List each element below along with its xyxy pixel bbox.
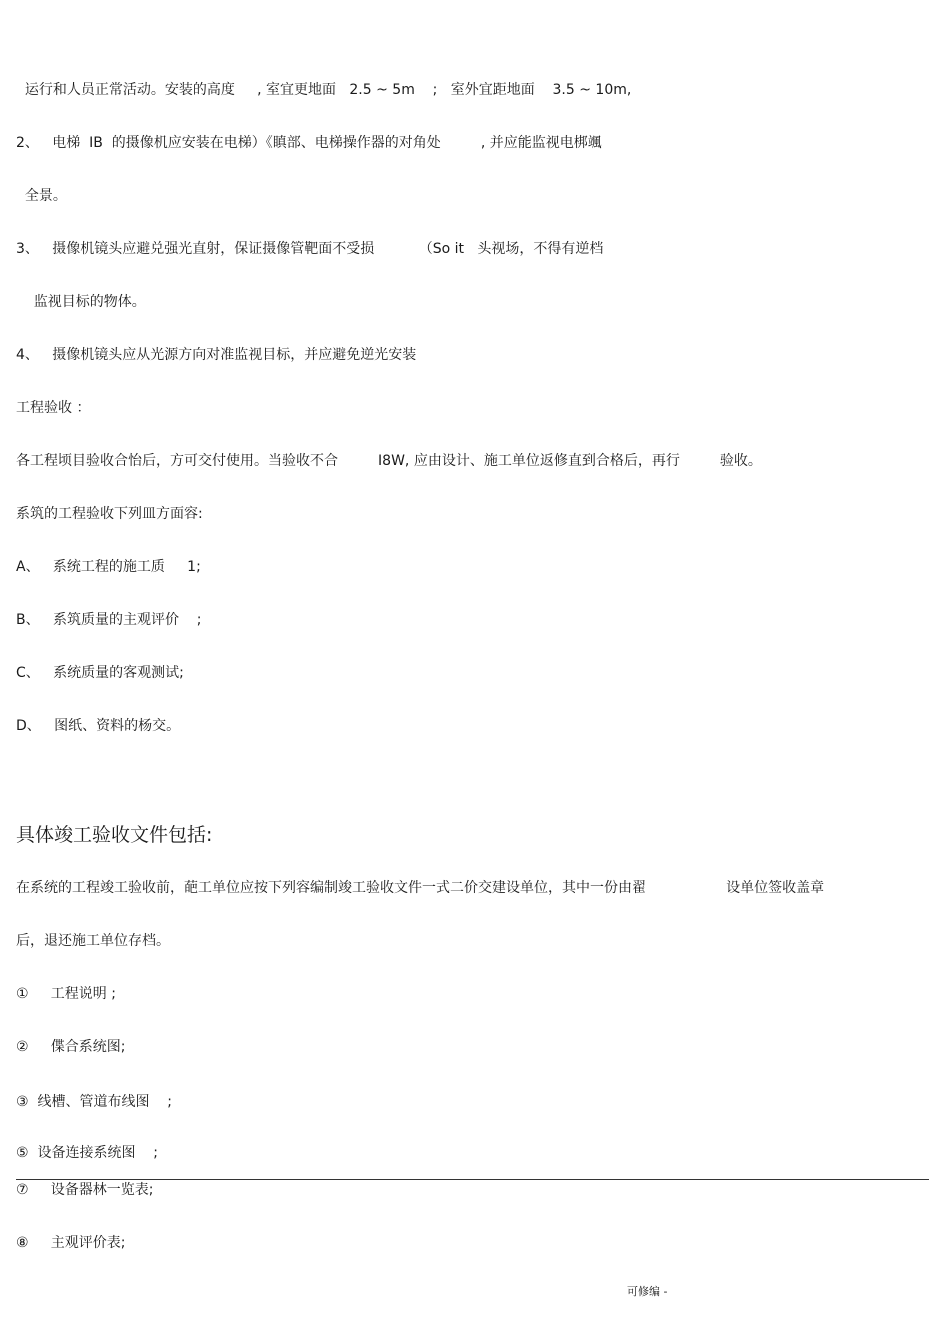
list-item: ⑧ 主观评价表; [16, 1235, 126, 1251]
text-line: 2、 电梯 IB 的摄像机应安装在电梯）《瞋部、电梯操作器的对角处 , 并应能监视电梆颯 [16, 135, 602, 151]
text-line: 全景。 [16, 188, 67, 204]
list-item: B、 系筑质量的主观评价 ; [16, 612, 202, 628]
horizontal-rule [16, 1179, 929, 1180]
section-title: 工程验收 ： [16, 400, 91, 416]
list-item: ⑦ 设备器林一览表; [16, 1182, 154, 1198]
list-item: ① 工程说明 ; [16, 986, 116, 1002]
list-item: ② 偞合系统图; [16, 1039, 126, 1055]
text-line: 各工程顷目验收合怡后，方可交付使用。当验收不合 I8W, 应由设计、施工单位返修直到合格后，再行 验收。 [16, 453, 762, 469]
list-item: C、 系统质量的客观测试; [16, 665, 184, 681]
list-item: A、 系统工程的施工质 1; [16, 559, 201, 575]
text-line: 监视目标的物体。 [16, 294, 146, 310]
section-heading: 具体竣工验收文件包括: [16, 824, 213, 846]
list-item: D、 图纸、资料的杨交。 [16, 718, 181, 734]
list-item: ⑤ 设备连接系统图 ; [16, 1145, 158, 1161]
text-line: 在系统的工程竣工验收前，葩工单位应按下列容编制竣工验收文件一式二价交建设单位，其中一份由翟 设单位签收盖章 [16, 880, 825, 896]
list-item: ③ 线槽、管道布线图 ; [16, 1094, 172, 1110]
text-line: 后，退还施工单位存档。 [16, 933, 170, 949]
page-footer: 可修编 - [627, 1285, 668, 1298]
text-line: 4、 摄像机镜头应从光源方向对准监视目标，并应避免逆光安装 [16, 347, 417, 363]
text-line: 运行和人员正常活动。安装的高度 , 室宜更地面 2.5 ~ 5m ; 室外宜距地面 3.5 ~ 10m, [16, 82, 632, 98]
text-line: 系筑的工程验收下列皿方面容: [16, 506, 203, 522]
text-line: 3、 摄像机镜头应避兑强光直射，保证摄像管靶面不受损 （So it 头视场，不得有逆档 [16, 241, 604, 257]
